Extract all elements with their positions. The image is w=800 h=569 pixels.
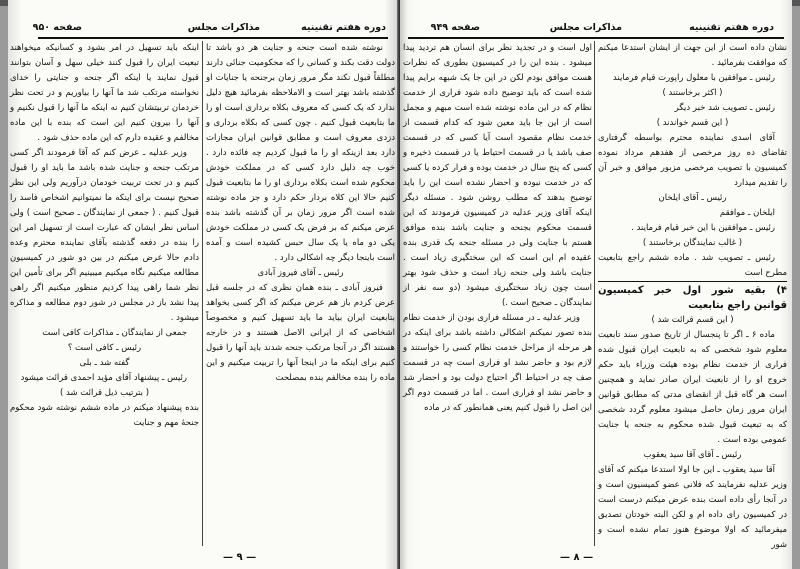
paragraph: فیروز آبادی ـ بنده همان نظری که در جلسه قبل عرض کردم باز هم عرض میکنم که اگر کسی بخواهد بتابعیت ایران بیاید ما باید تسهیل کنیم و مخصوصاً اشخاصی که از ایرانی الاصل هستند و در خارجه هستند اگر در آنجا مرتکب جنحه شدند باید آنها را قبول کنیم برای اینکه ما در اینجا آنها را تربیت میکنیم و این ماده را بنده مخالفم بنده بمصلحت <box>206 283 395 383</box>
paragraph: وزیر عدلیه ـ در مسئله فراری بودن از خدمت نظام بنده تصور نمیکنم اشکالی داشته باشد برای اینکه در هر مرحله از مراحل خدمت نظام کسی را خواستند و لازم بود و حاضر نشد او فراری است چه در قسمت صف چه در احتیاط اگر احتیاج دولت بود و احضار شد و حاضر نشد او فراری است . اما در قسمت دوم اگر این اصل را قبول کنیم یعنی همانطور که در ماده <box>403 313 592 413</box>
paragraph: آقای اسدی نماینده محترم بواسطه گرفتاری تقاضای ده روز مرخصی از هفدهم مرداد نموده کمیسیون با تصویب مرخصی مزبور موافق و خبر آن را تقدیم میدارد <box>598 133 787 188</box>
text-column-right <box>206 41 395 386</box>
session-label: دوره هفتم تقنینیه <box>689 22 774 33</box>
header-rule <box>408 37 784 39</box>
page-number-label: صفحه ۹۵۰ <box>32 22 82 33</box>
speaker-line: رئیس ـ موافقین با معلول راپورت قیام فرمایند <box>612 73 775 83</box>
page-header <box>400 22 792 36</box>
stage-note: ( این قسم قرائت شد ) <box>651 315 734 325</box>
header-rule <box>38 37 388 39</box>
stage-note: ( این قسم خواندند ) <box>656 118 729 128</box>
speaker-line: رئیس ـ کافی است ؟ <box>67 343 142 353</box>
header-title: مذاکرات مجلس <box>187 22 260 33</box>
header-title: مذاکرات مجلس <box>549 22 622 33</box>
speaker-line: جمعی از نمایندگان ـ مذاکرات کافی است <box>42 328 187 338</box>
text-column-left <box>10 41 199 431</box>
speaker-line: گفته شد ـ بلی <box>79 358 130 368</box>
column-divider <box>594 41 595 546</box>
paragraph: اول است و در تجدید نظر برای انسان هم تردید پیدا میشود . بنده این را در کمیسیون بطوری که نظرات هست موافق بودم لکن در این جا یک شبهه برایم پیدا شده است که باید توضیح داده شود فراری از خدمت نظام که در این ماده نوشته شده است مبهم و مجمل است از این جا باید معین شود که کدام قسمت از خدمت نظام مقصود است آیا کسی که در قسمت صف باشد یا در قسمت احتیاط یا در قسمت ذخیره و کسی که پنج سال در خدمت بوده و فرار کرده یا کسی که در خدمت نبوده و احضار نشده است این را باید توضیح بدهند که مطلب روشن شود . مسئله دیگر اینکه آقای وزیر عدلیه در کمیسیون فرمودند که این قسمت محکوم بجنحه و جنایت باشد بنده موافق هستم با جنایت ولی در مسئله جنحه یک قدری بنده عقیده ام این است که این سختگیری زیاد است . جنایت باشد ولی جنحه زیاد است و حذف شود بهتر است چون زیاد سختگیری میشود (دو سه نفر از نمایندگان ـ صحیح است .) <box>403 43 592 308</box>
paragraph: نشان داده است از این جهت از ایشان استدعا میکنم که موافقت بفرمائید . <box>598 43 787 68</box>
column-divider <box>202 41 203 546</box>
page-number-label: صفحه ۹۴۹ <box>430 22 480 33</box>
speaker-line: رئیس ـ آقای ایلخان <box>658 193 727 203</box>
speaker-line: رئیس ـ تصویب شد . ماده ششم راجع بتابعیت مطرح است <box>598 253 787 278</box>
paragraph: آقا سید یعقوب ـ این جا اولا استدعا میکنم که آقای وزیر عدلیه نفرمایند که فلانی عضو کمیسیون است و در آنجا رأی داده است بنده عرض میکنم درست است در کمیسیون رای داده ام و لکن البته خودتان تصدیق میفرمائید که اولا موضوع هنوز تمام نشده است و شور <box>598 465 787 550</box>
proposal-text: بنده پیشنهاد میکنم در ماده ششم نوشته شود محکوم جنحهٔ مهم و جنایت <box>10 403 199 428</box>
speaker-line: رئیس ـ پیشنهاد آقای مؤید احمدی قرائت میشود <box>20 373 187 383</box>
page-footer-number: — ۹ — <box>223 552 257 563</box>
left-page <box>8 0 400 569</box>
page-header <box>8 22 400 36</box>
stage-note: ( اکثر برخاستند ) <box>662 88 723 98</box>
session-label: دوره هفتم تقنینیه <box>301 22 386 33</box>
speaker-line: ایلخان ـ موافقم <box>719 208 775 218</box>
speaker-line: رئیس ـ موافقین با این خبر قیام فرمایند . <box>631 223 775 233</box>
right-page <box>400 0 792 569</box>
article-text: ماده ۶ ـ اگر تا پنجسال از تاریخ صدور سند تابعیت معلوم شود شخصی که به تابعیت ایران قبول شده فراری از خدمت نظام بوده هیئت وزراء باید حکم خروج او را از تابعیت ایران صادر نماید و همچنین است هر گاه قبل از انقضای مدتی که مطابق قوانین ایران مرور زمان حاصل میشود معلوم گردد شخصی که به تبعیت قبول شده محکوم به جنحه یا جنایت عمومی بوده است . <box>598 330 787 445</box>
text-column-right <box>598 41 787 553</box>
paragraph: نوشته شده است جنحه و جنایت هر دو باشد تا دولت دقت بکند و کسانی را که محکومیت جنائی دارند مطلقاً قبول نکند مگر مرور زمان برجنحه یا جنایات او گذشته باشد بهتر است و الاملاحظه بفرمائید هیچ دلیل ندارد که یک کسی که معروف بکلاه برداری است او را ما بتابعیت قبول کنیم . چون کسی که بکلاه برداری و دزدی معروف است و مطابق قوانین ایران مجازات دارد بعد ازینکه او را ما قبول کردیم چه فائده دارد . خوب چه دلیل دارد کسی که در مملکت خودش محکوم شده است بکلاه برداری او را ما بتابعیت قبول کنیم حالا این کلاه بردار حکم دارد و جز ماده نوشته شده است اگر مرور زمان بر آن گذشته باشد بنده عرض میکنم که بر فرض یک کسی در مملکت خودش یکی دو ماه یا یک سال حبس کشیده است و آمده است باینجا دیگر چه اشکالی دارد . <box>206 43 395 263</box>
stage-note: ( غالب نمایندگان برخاستند ) <box>642 238 743 248</box>
text-column-left <box>403 41 592 416</box>
speaker-call: رئیس ـ آقای فیروز آبادی <box>257 268 344 278</box>
speaker-line: رئیس ـ تصویب شد خبر دیگر <box>674 103 775 113</box>
speaker-line: رئیس ـ آقای آقا سید یعقوب <box>643 450 742 460</box>
paragraph: اینکه باید تسهیل در امر بشود و کسانیکه میخواهند تبعیت ایران را قبول کنند خیلی سهل و آسان بتوانند قبول نمایند یا اینکه اگر جنحه و جنایتی را خدای نخواسته مرتکب شد ما آنها را بیاوریم و در تحت نظر خردمان تربیتشان کنیم نه اینکه ما آنها را قبول نکنیم و آنها را بیرون کنیم این است که بنده با این ماده مخالفم و عقیده دارم که این ماده حذف شود . <box>10 43 199 143</box>
section-heading: ۴) بقیه شور اول خبر کمیسیون قوانین راجع بتابعیت <box>598 281 787 313</box>
stage-note: ( بترتیب ذیل قرائت شد ) <box>59 388 150 398</box>
page-footer-number: — ۸ — <box>560 552 594 563</box>
paragraph: وزیر عدلیه ـ عرض کنم که آقا فرمودند اگر کسی مرتکب جنحه و جنایت شده باشد ما باید او را قبول کنیم و در تحت تربیت خودمان درآوریم ولی این نظر صحیح نیست برای اینکه ما نمیتوانیم اشخاص فاسد را قبول کنیم . ( جمعی از نمایندگان ـ صحیح است ) ولی اساس نظر ایشان که عبارت است از تسهیل امر این را بنده در دفعه گذشته بآقای نماینده محترم وعده دادم حالا عرض میکنم در بین دو شور در کمیسیون مطالعه میکنیم نگاه میکنیم میبینیم اگر برای تأمین این نظر شما راهی پیدا کردیم منظور میکنیم اگر راهی پیدا نشد باز در مجلس در شور دوم مطالعه و مذاکره میشود . <box>10 148 199 323</box>
